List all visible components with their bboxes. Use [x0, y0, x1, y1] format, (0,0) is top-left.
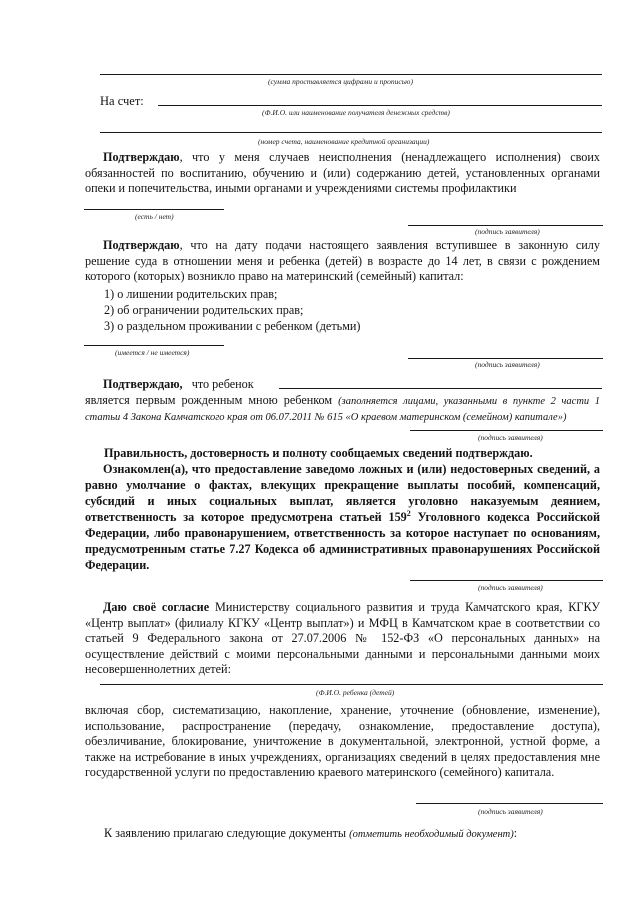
attachments-note: (отметить необходимый документ)	[349, 829, 514, 840]
confirm2-signature-line[interactable]	[408, 358, 603, 359]
confirm1-text: , что у меня случаев неисполнения (ненадлежащего исполнения) своих обязанностей по воспитанию, обучению и (или) содержанию детей, установленных органами опеки и попечительства, иными органами и учреждениями системы профилактики	[85, 150, 600, 196]
consent-text: Министерству социального развития и труда Камчатского края, КГКУ «Центр выплат» (филиалу КГКУ «Центр выплат») и МФЦ в Камчатском крае в соответствии со статьей 9 Федерального закона от 27.07.2006 № 152-ФЗ «О персональных данных» на осуществление действий с моими персональными данными и персональными данными моих несовершеннолетних детей:	[85, 600, 600, 677]
confirm3-signature-caption: (подпись заявителя)	[478, 433, 543, 442]
consent-scope-paragraph	[85, 703, 600, 781]
confirm3-mid: что ребенок	[191, 377, 254, 391]
truth-text-post: Уголовного кодекса Российской Федерации, либо правонарушением, ответственность за которое наступает по основаниям, предусмотренным статье 7.27 Кодекса об административных правонарушениях Российской Федерации.	[85, 510, 600, 572]
consent-signature-caption: (подпись заявителя)	[478, 807, 543, 816]
recipient-caption: (Ф.И.О. или наименование получателя денежных средств)	[262, 108, 450, 117]
truth-signature-line[interactable]	[410, 580, 603, 581]
confirm2-signature-caption: (подпись заявителя)	[475, 360, 540, 369]
amount-line[interactable]	[100, 74, 602, 75]
confirm1-choice-caption: (есть / нет)	[135, 212, 174, 221]
confirm1-signature-caption: (подпись заявителя)	[475, 227, 540, 236]
child-name-line[interactable]	[279, 388, 602, 389]
confirm3-line1	[103, 377, 254, 392]
confirm2-text: , что на дату подачи настоящего заявления вступившее в законную силу решение суда в отношении меня и ребенка (детей) в возрасте до 14 лет, в связи с рождением которого (которых) возникло право на материнский (семейный) капитал:	[85, 238, 600, 284]
account-label: На счет:	[100, 94, 144, 108]
confirm3-signature-line[interactable]	[410, 430, 603, 431]
confirm-court-decision-paragraph	[85, 238, 600, 285]
confirm1-signature-line[interactable]	[408, 225, 603, 226]
truth-text-pre: Ознакомлен(а), что предоставление заведомо ложных и (или) недостоверных сведений, а равно умолчание о фактах, влекущих прекращение выплаты пособий, компенсаций, субсидий и иных социальных выплат, является уголовно наказуемым деянием, ответственность за которое предусмотрена статьей 159	[85, 462, 600, 524]
amount-caption: (сумма проставляется цифрами и прописью)	[268, 77, 413, 86]
attachments-line	[104, 826, 517, 841]
confirm3-lead: Подтверждаю,	[103, 377, 183, 391]
court-item-3: 3) о раздельном проживании с ребенком (детьми)	[104, 319, 361, 333]
court-item-1: 1) о лишении родительских прав;	[104, 287, 278, 301]
confirm3-text: является первым рожденным мною ребенком	[85, 393, 333, 407]
confirm3-note: (заполняется лицами, указанными в пункте 2 части 1 статьи 4 Закона Камчатского края от 06.07.2011 № 615 «О краевом материнском (семейном) капитале»)	[85, 396, 601, 423]
attachments-text: К заявлению прилагаю следующие документы	[104, 826, 350, 840]
consent-signature-line[interactable]	[416, 803, 603, 804]
confirm2-choice-caption: (имеется / не имеется)	[115, 348, 190, 357]
confirm2-choice-line[interactable]	[84, 345, 224, 346]
confirm-no-violations-paragraph	[85, 150, 600, 197]
court-item-2: 2) об ограничении родительских прав;	[104, 303, 304, 317]
truth-paragraph	[85, 461, 600, 573]
recipient-line[interactable]	[158, 105, 602, 106]
confirm3-paragraph	[85, 393, 600, 425]
bank-account-caption: (номер счета, наименование кредитной организации)	[258, 137, 430, 146]
truth-signature-caption: (подпись заявителя)	[478, 583, 543, 592]
truth-line1: Правильность, достоверность и полноту сообщаемых сведений подтверждаю.	[104, 446, 533, 460]
attachments-colon: :	[513, 826, 518, 840]
child-names-line[interactable]	[100, 684, 603, 685]
consent-lead: Даю своё согласие	[103, 600, 210, 614]
bank-account-line[interactable]	[100, 132, 602, 133]
child-names-caption: (Ф.И.О. ребенка (детей)	[316, 688, 395, 697]
consent-scope-text: включая сбор, систематизацию, накопление, хранение, уточнение (обновление, изменение), использование, распространение (передачу, ознакомление, предоставление доступа), обезличивание, блокирование, уничтожение в документальной, электронной, устной форме, а также на истребование в иных учреждениях, организациях сведений в целях предоставления мне государственной услуги по предоставлению краевого материнского (семейного) капитала.	[85, 703, 600, 780]
confirm1-lead: Подтверждаю	[103, 150, 180, 164]
consent-paragraph	[85, 600, 600, 678]
confirm1-choice-line[interactable]	[84, 209, 224, 210]
confirm2-lead: Подтверждаю	[103, 238, 180, 252]
truth-sup: 2	[406, 508, 411, 518]
